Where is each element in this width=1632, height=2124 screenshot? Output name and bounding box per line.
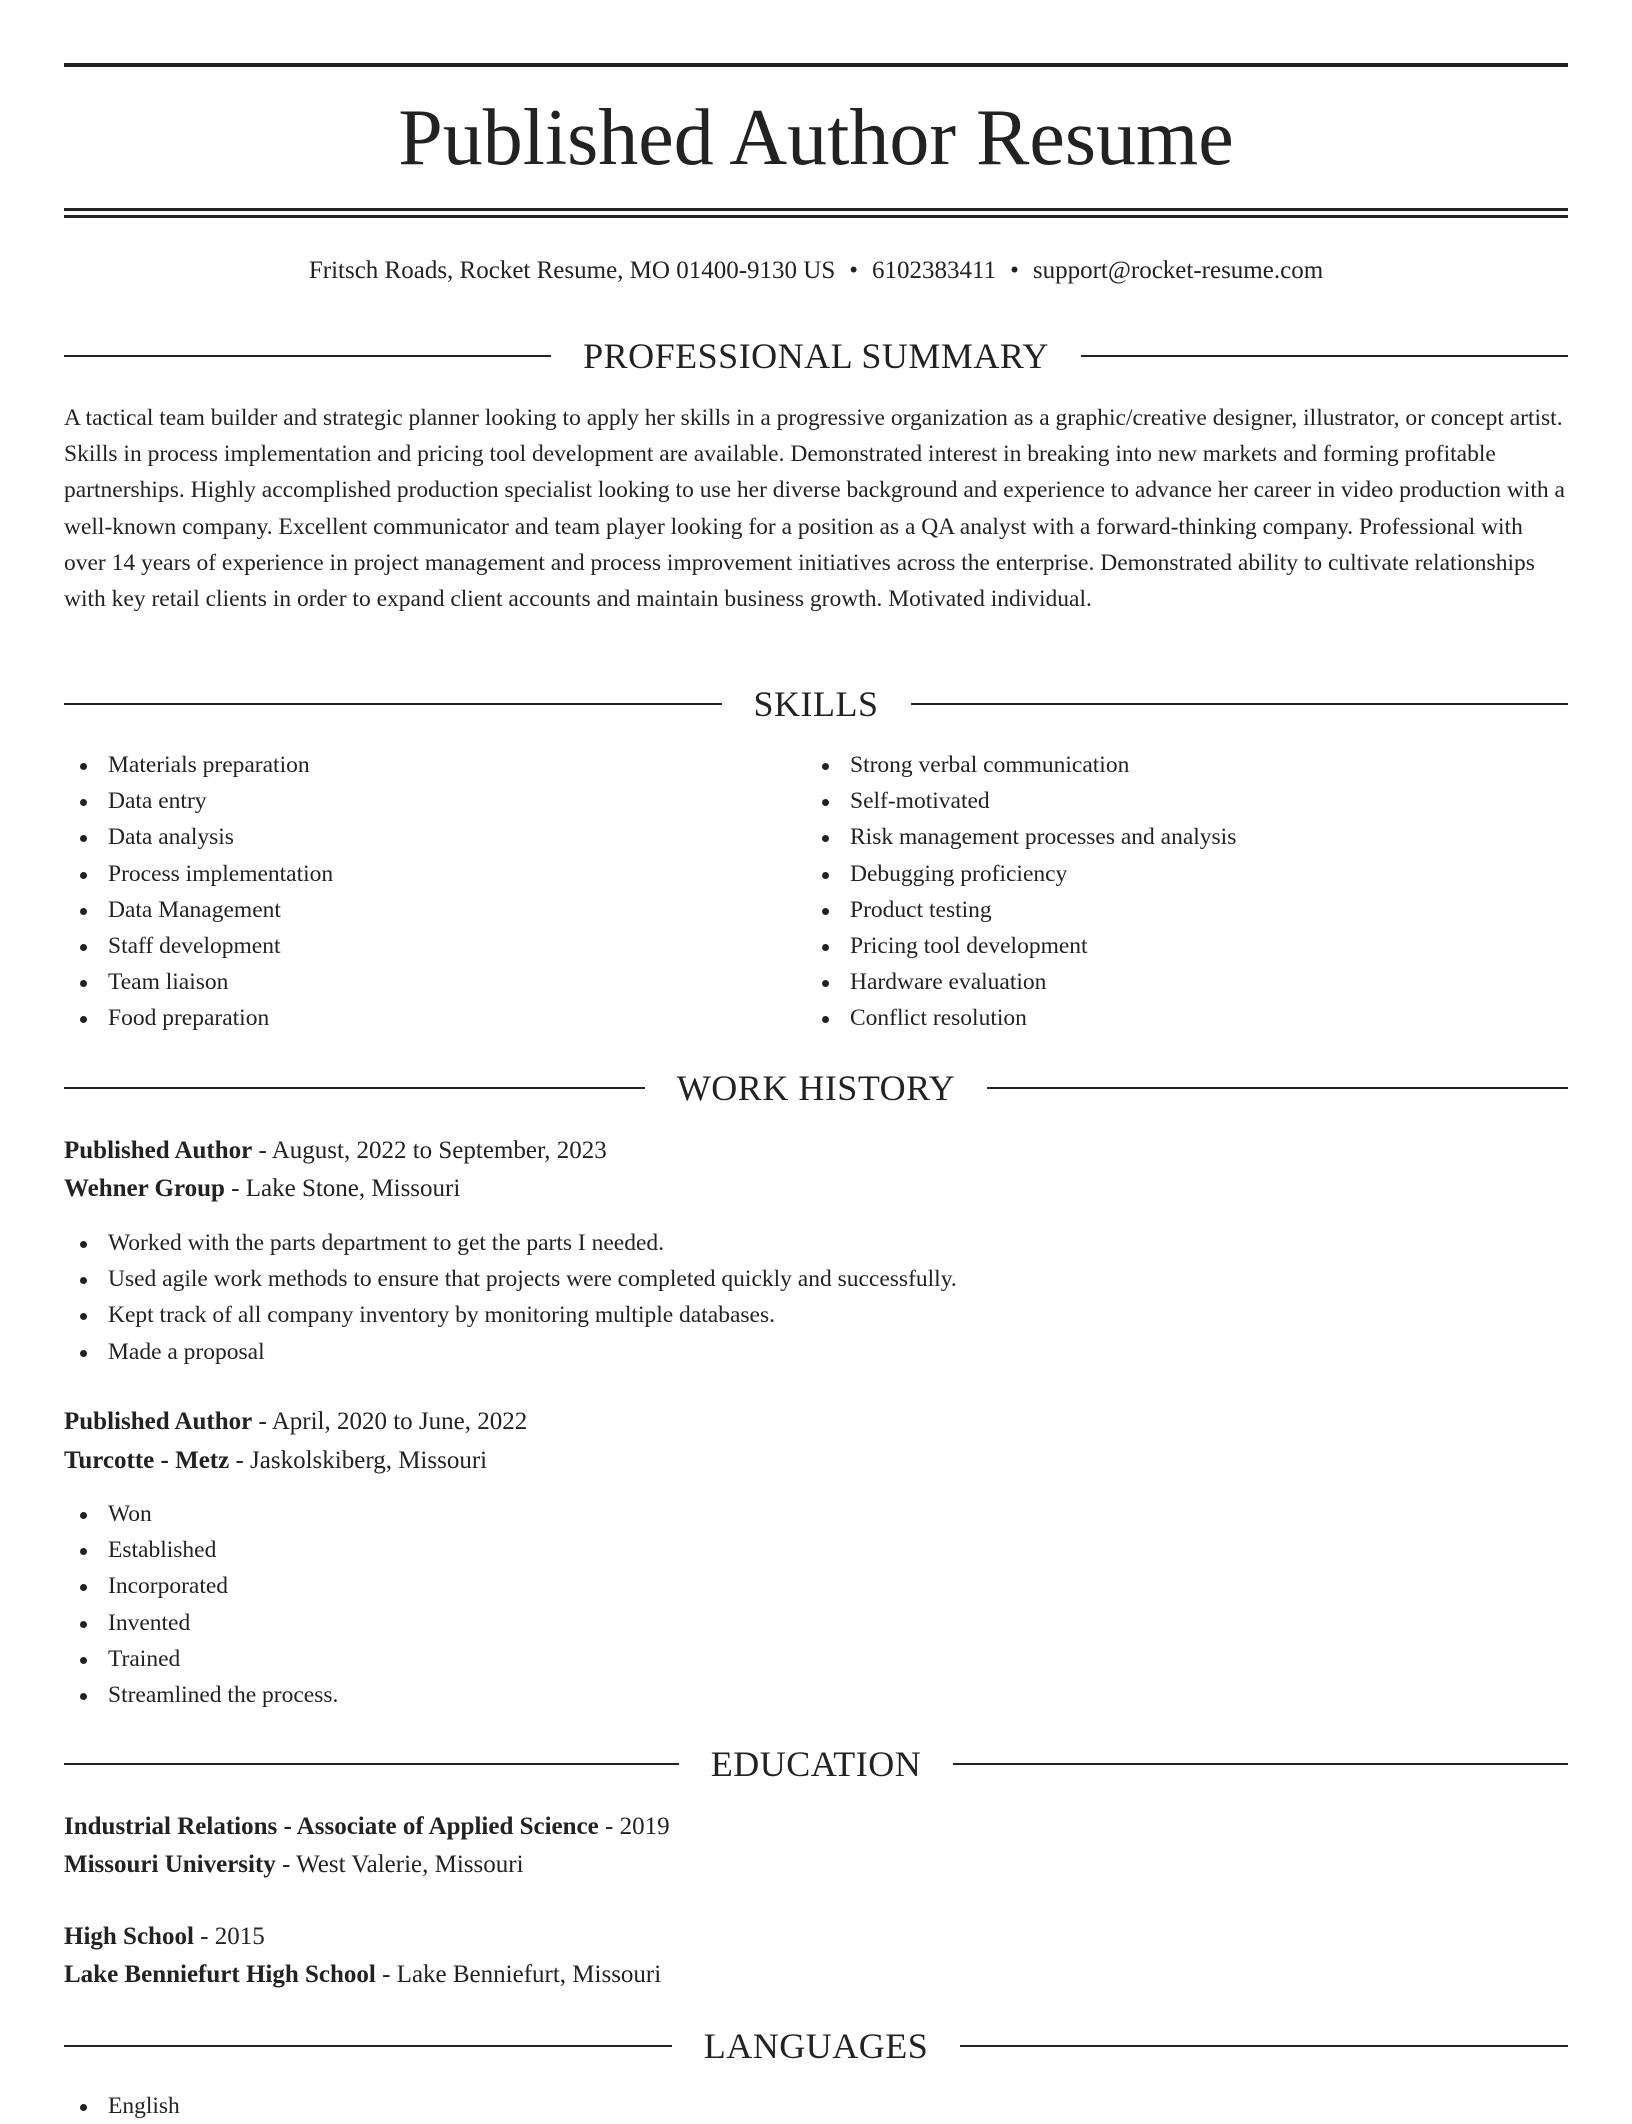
job-title: Published Author (64, 1137, 253, 1164)
job-duties-list (64, 1496, 1568, 1713)
section-header-education (64, 1742, 1568, 1786)
education-school-line (64, 1846, 1568, 1884)
summary-text: A tactical team builder and strategic planner looking to apply her skills in a progressive organization as a graphic/creative designer, illustrator, or concept artist. Skills in process implementation and pricing tool development are available. Demonstrated interest in breaking into new markets and forming profitable partnerships. Highly accomplished production specialist looking to use her diverse background and experience to advance her career in video production with a well-known company. Excellent communicator and team player looking for a position as a QA analyst with a forward-thinking company. Professional with over 14 years of experience in project management and process improvement initiatives across the enterprise. Demonstrated ability to cultivate relationships with key retail clients in order to expand client accounts and maintain business growth. Motivated individual. (64, 405, 1565, 613)
skill-item: Team liaison (64, 964, 764, 1000)
education-location: - West Valerie, Missouri (275, 1851, 524, 1878)
job-title: Published Author (64, 1408, 253, 1435)
title-rule-lower (64, 215, 1568, 218)
title-rule-upper (64, 208, 1568, 211)
education-degree-line (64, 1808, 1568, 1846)
contact-email: support@rocket-resume.com (1032, 257, 1324, 284)
education-school: Lake Benniefurt High School (64, 1961, 376, 1988)
contact-line (64, 253, 1568, 289)
skill-item: Staff development (64, 928, 764, 964)
section-rule (911, 703, 1569, 705)
contact-separator: • (849, 257, 858, 284)
skill-item: Data entry (64, 783, 764, 819)
job-duties-list (64, 1225, 1568, 1370)
section-title: PROFESSIONAL SUMMARY (583, 336, 1049, 376)
section-title: EDUCATION (710, 1744, 922, 1784)
job-duty: Worked with the parts department to get the parts I needed. (64, 1225, 1568, 1261)
skill-item: Strong verbal communication (806, 747, 1506, 783)
education-degree: High School (64, 1923, 194, 1950)
job-duty: Trained (64, 1641, 1568, 1677)
education-degree-line (64, 1918, 1568, 1956)
section-header-summary (64, 334, 1568, 378)
section-rule (64, 1763, 679, 1765)
contact-separator: • (1010, 257, 1019, 284)
section-rule (64, 1087, 645, 1089)
skill-item: Pricing tool development (806, 928, 1506, 964)
skills-list-right (806, 747, 1506, 1037)
education-school: Missouri University (64, 1851, 276, 1878)
job-company: Turcotte - Metz (64, 1447, 230, 1474)
skill-item: Self-motivated (806, 783, 1506, 819)
job-dates: - August, 2022 to September, 2023 (252, 1137, 607, 1164)
skill-item: Data analysis (64, 819, 764, 855)
skill-item: Process implementation (64, 856, 764, 892)
education-degree: Industrial Relations - Associate of Applied Science (64, 1813, 599, 1840)
section-rule (64, 703, 722, 705)
section-title: WORK HISTORY (676, 1068, 956, 1108)
skill-item: Materials preparation (64, 747, 764, 783)
section-rule (1081, 355, 1568, 357)
skill-item: Data Management (64, 892, 764, 928)
page-title: Published Author Resume (398, 94, 1234, 182)
language-item: English (64, 2088, 1568, 2124)
section-header-work (64, 1066, 1568, 1110)
job-duty: Streamlined the process. (64, 1677, 1568, 1713)
job-duty: Kept track of all company inventory by monitoring multiple databases. (64, 1297, 1568, 1333)
section-header-skills (64, 682, 1568, 726)
job-title-line (64, 1132, 1568, 1170)
contact-address: Fritsch Roads, Rocket Resume, MO 01400-9130 US (308, 257, 836, 284)
education-year: - 2015 (193, 1923, 265, 1950)
job-duty: Used agile work methods to ensure that projects were completed quickly and successfully. (64, 1261, 1568, 1297)
section-header-languages (64, 2024, 1568, 2068)
section-rule (953, 1763, 1568, 1765)
job-location: - Lake Stone, Missouri (224, 1175, 461, 1202)
education-year: - 2019 (598, 1813, 670, 1840)
languages-list (64, 2088, 1568, 2124)
top-rule (64, 63, 1568, 67)
job-company: Wehner Group (64, 1175, 225, 1202)
job-company-line (64, 1442, 1568, 1480)
skill-item: Risk management processes and analysis (806, 819, 1506, 855)
section-rule (987, 1087, 1568, 1089)
job-duty: Incorporated (64, 1568, 1568, 1604)
job-dates: - April, 2020 to June, 2022 (252, 1408, 528, 1435)
section-rule (960, 2045, 1568, 2047)
section-title: SKILLS (753, 684, 879, 724)
skill-item: Conflict resolution (806, 1000, 1506, 1036)
education-school-line (64, 1956, 1568, 1994)
job-location: - Jaskolskiberg, Missouri (229, 1447, 488, 1474)
skill-item: Product testing (806, 892, 1506, 928)
section-rule (64, 2045, 672, 2047)
skills-list-left (64, 747, 764, 1037)
skill-item: Hardware evaluation (806, 964, 1506, 1000)
section-rule (64, 355, 551, 357)
skill-item: Debugging proficiency (806, 856, 1506, 892)
skill-item: Food preparation (64, 1000, 764, 1036)
job-duty: Won (64, 1496, 1568, 1532)
job-duty: Invented (64, 1605, 1568, 1641)
education-location: - Lake Benniefurt, Missouri (375, 1961, 662, 1988)
section-title: LANGUAGES (703, 2026, 929, 2066)
job-company-line (64, 1170, 1568, 1208)
job-title-line (64, 1403, 1568, 1441)
job-duty: Established (64, 1532, 1568, 1568)
job-duty: Made a proposal (64, 1334, 1568, 1370)
contact-phone: 6102383411 (872, 257, 997, 284)
